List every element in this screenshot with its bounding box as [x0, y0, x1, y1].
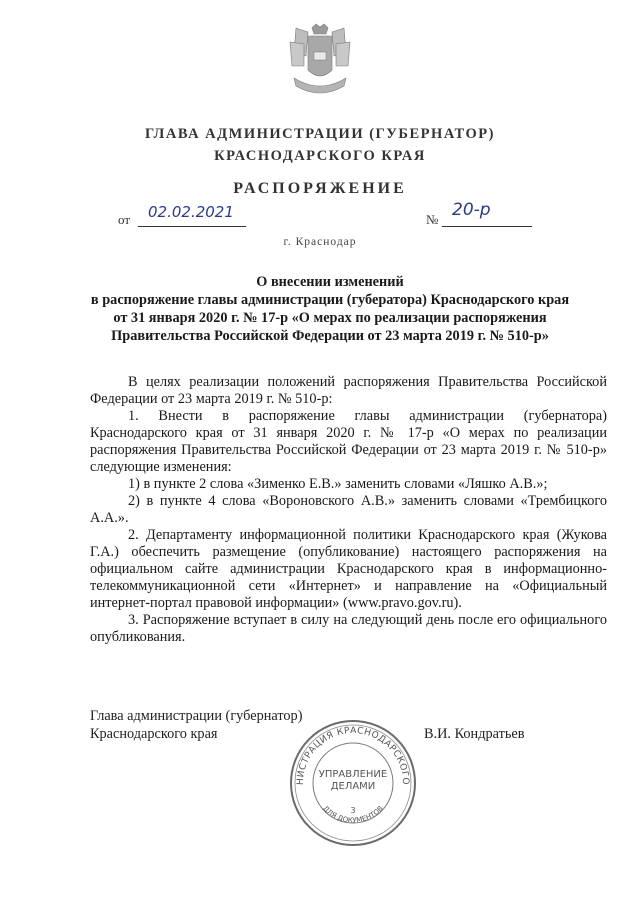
paragraph-item-1: 1. Внести в распоряжение главы администрации (губернатора) Краснодарского края от 31 января 2020 г. № 17-р «О мерах по реализации распоряжения Правительства Российской Федерации от 23 марта 2019 г. № 510-р» следующие изменения:	[90, 408, 607, 475]
stamp-center-line1: УПРАВЛЕНИЕ	[318, 769, 388, 780]
organization-name-line1: ГЛАВА АДМИНИСТРАЦИИ (ГУБЕРНАТОР)	[145, 126, 495, 142]
paragraph-subitem-2: 2) в пункте 4 слова «Вороновского А.В.» заменить словами «Трембицкого А.А.».	[90, 493, 607, 526]
document-title	[70, 273, 590, 345]
document-type-heading: РАСПОРЯЖЕНИЕ	[233, 180, 407, 197]
title-line-4: Правительства Российской Федерации от 23 марта 2019 г. № 510-р»	[111, 328, 549, 344]
paragraph-preamble: В целях реализации положений распоряжения Правительства Российской Федерации от 23 марта 2019 г. № 510-р:	[90, 374, 607, 407]
title-line-3: от 31 января 2020 г. № 17-р «О мерах по реализации распоряжения	[113, 310, 547, 326]
document-number: 20-р	[452, 200, 491, 220]
official-stamp	[287, 717, 419, 849]
stamp-center-line2: ДЕЛАМИ	[330, 781, 376, 792]
paragraph-item-3: 3. Распоряжение вступает в силу на следующий день после его официального опубликования.	[90, 612, 607, 645]
signatory-position-line2: Краснодарского края	[90, 726, 218, 742]
paragraph-item-2: 2. Департаменту информационной политики Краснодарского края (Жукова Г.А.) обеспечить размещение (опубликование) настоящего распоряжения на официальном сайте администрации Краснодарского края в информационно-телекоммуникационной сети «Интернет» и направление на «Официальный интернет-портал правовой информации» (www.pravo.gov.ru).	[90, 527, 607, 611]
signatory-position-line1: Глава администрации (губернатор)	[90, 708, 303, 724]
number-prefix: №	[426, 212, 439, 227]
stamp-ring-text: НИСТРАЦИЯ КРАСНОДАРСКОГО	[295, 725, 411, 786]
city-name: г. Краснодар	[283, 236, 357, 248]
title-line-1: О внесении изменений	[256, 274, 404, 290]
organization-name-line2: КРАСНОДАРСКОГО КРАЯ	[214, 148, 426, 164]
stamp-number: 3	[350, 806, 356, 815]
coat-of-arms-emblem	[286, 22, 354, 100]
stamp-bottom-text: ДЛЯ ДОКУМЕНТОВ	[321, 804, 385, 825]
document-body	[90, 374, 607, 646]
date-prefix: от	[118, 212, 131, 227]
signatory-name: В.И. Кондратьев	[424, 726, 525, 742]
title-line-2: в распоряжение главы администрации (губератора) Краснодарского края	[90, 292, 570, 308]
document-date: 02.02.2021	[148, 203, 234, 221]
paragraph-subitem-1: 1) в пункте 2 слова «Зименко Е.В.» заменить словами «Ляшко А.В.»;	[128, 476, 548, 492]
